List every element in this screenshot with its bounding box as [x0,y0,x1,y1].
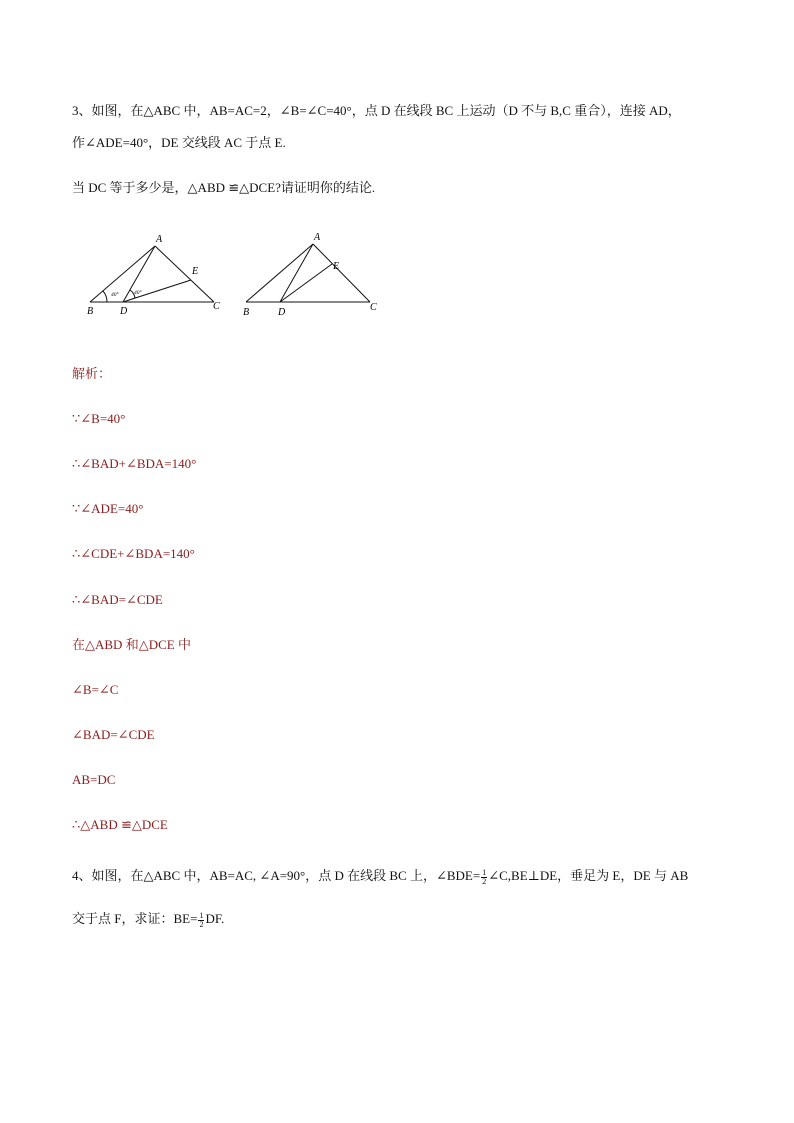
fig1-angle-2: 40° [134,290,142,296]
solution-step-8: ∠BAD=∠CDE [72,727,155,742]
fraction-denominator: 2 [482,876,487,886]
solution-step-2: ∴∠BAD+∠BDA=140° [72,456,197,471]
fig2-label-c: C [370,302,377,313]
solution-step-10: ∴△ABD ≌△DCE [72,817,168,832]
solution-step-6: 在△ABD 和△DCE 中 [72,637,191,652]
fig2-label-e: E [333,261,340,272]
figure-2 [246,244,370,302]
fig2-label-d: D [278,307,286,318]
q3-question: 当 DC 等于多少是，△ABD ≌△DCE?请证明你的结论. [72,180,376,195]
q4-line-1-end: ∠C,BE⊥DE，垂足为 E，DE 与 AB [488,868,689,883]
fig1-label-b: B [87,306,94,317]
fraction-numerator: 1 [482,867,487,877]
fig1-label-c: C [213,301,220,312]
fig1-label-d: D [120,306,128,317]
solution-step-5: ∴∠BAD=∠CDE [72,592,163,607]
fraction-numerator-2: 1 [199,910,204,920]
q4-line-1 [72,868,688,886]
q3-line-2: 作∠ADE=40°，DE 交线段 AC 于点 E. [72,135,286,150]
q3-line-1: 3、如图，在△ABC 中，AB=AC=2，∠B=∠C=40°，点 D 在线段 BC 上运动（D 不与 B,C 重合），连接 AD， [72,103,681,118]
fig1-label-e: E [192,266,199,277]
q4-line-2-end: DF. [205,911,225,926]
q4-line-2-start: 交于点 F，求证：BE= [72,911,198,926]
solution-step-9: AB=DC [72,772,116,787]
fig2-label-a: A [314,232,321,243]
triangle-figures [80,228,400,324]
q4-line-1-start: 4、如图，在△ABC 中，AB=AC, ∠A=90°，点 D 在线段 BC 上，∠BDE= [72,868,481,883]
fig1-angle-1: 40° [111,292,119,298]
half-fraction [481,869,487,886]
solution-heading: 解析： [72,366,112,381]
fig1-label-a: A [156,234,163,245]
fraction-denominator-2: 2 [199,919,204,929]
half-fraction-2 [198,912,204,929]
solution-step-1: ∵∠B=40° [72,411,126,426]
fig2-label-b: B [243,307,250,318]
solution-step-4: ∴∠CDE+∠BDA=140° [72,546,195,561]
solution-step-7: ∠B=∠C [72,682,119,697]
solution-step-3: ∵∠ADE=40° [72,501,144,516]
q4-line-2 [72,911,224,929]
